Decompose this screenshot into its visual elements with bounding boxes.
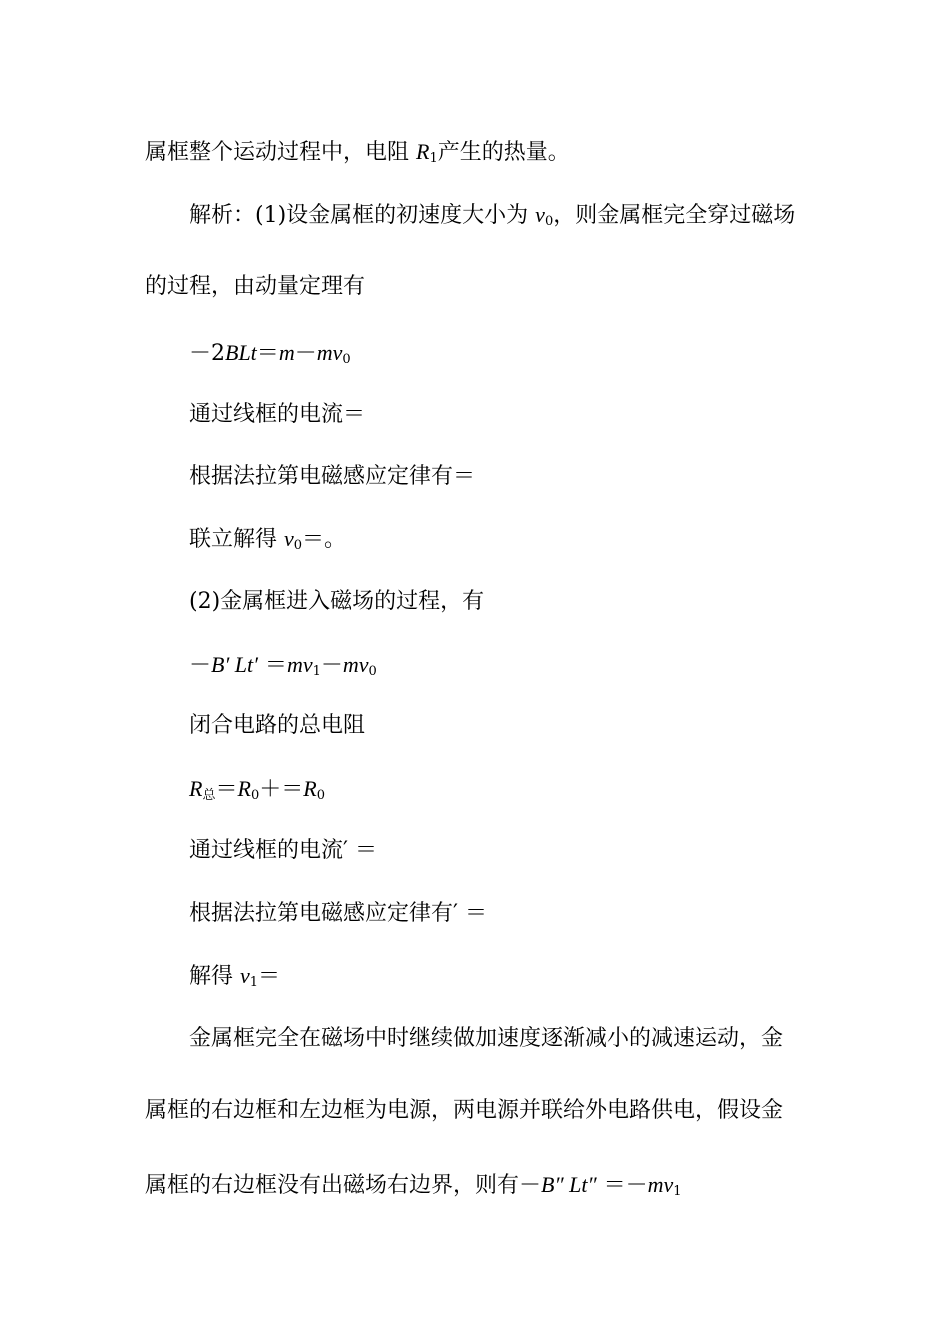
line-14-sub: 1 <box>249 975 259 990</box>
line-7-b: ＝。 <box>302 527 347 552</box>
line-9-mv0: mv <box>342 652 369 677</box>
line-17-eq: ＝－ <box>596 1173 648 1198</box>
text-line-16 <box>145 1096 783 1126</box>
text-line-10 <box>189 711 365 741</box>
line-9-sub0: 0 <box>368 664 377 679</box>
line-11-eq: ＝ <box>215 777 238 802</box>
line-8-text: (2)金属框进入磁场的过程，有 <box>189 589 485 614</box>
line-11-r0a: R <box>237 776 251 801</box>
text-line-7 <box>189 524 346 561</box>
line-11-sub0a: 0 <box>250 788 260 803</box>
line-14-b: ＝ <box>258 964 281 989</box>
line-13-text: 根据法拉第电磁感应定律有′ ＝ <box>189 901 487 926</box>
line-11-plus-eq: ＋＝ <box>259 777 304 802</box>
line-9-mv1: mv <box>286 652 313 677</box>
line-17-blt: B″ Lt″ <box>541 1172 597 1197</box>
equation-line-4 <box>189 338 351 375</box>
line-17-a: 属框的右边框没有出磁场右边界，则有－ <box>145 1173 542 1198</box>
line-9-minus: － <box>320 653 343 678</box>
text-line-1 <box>145 137 570 174</box>
line-17-sub: 1 <box>673 1184 682 1199</box>
line-4-blt: BLt <box>225 340 257 365</box>
line-9-a: － <box>189 653 212 678</box>
line-16-text: 属框的右边框和左边框为电源，两电源并联给外电路供电，假设金 <box>145 1098 784 1123</box>
text-line-17 <box>145 1170 682 1207</box>
line-1-text-b: 产生的热量。 <box>437 140 570 165</box>
line-15-text: 金属框完全在磁场中时继续做加速度逐渐减小的减速运动，金 <box>189 1026 784 1051</box>
line-12-text: 通过线框的电流′ ＝ <box>189 838 377 863</box>
line-1-var-r: R <box>416 139 430 164</box>
line-4-m: m <box>278 340 295 365</box>
line-9-sub1: 1 <box>312 664 321 679</box>
line-14-a: 解得 <box>189 964 240 989</box>
text-line-6 <box>189 462 475 492</box>
equation-line-11 <box>189 774 325 811</box>
line-11-sub-zong: 总 <box>202 788 216 803</box>
line-9-eq: ＝ <box>257 653 287 678</box>
text-line-13 <box>189 899 487 929</box>
line-14-v: v <box>240 963 250 988</box>
text-line-8 <box>189 587 484 617</box>
text-line-12 <box>189 836 377 866</box>
line-7-v: v <box>284 526 294 551</box>
text-line-2 <box>189 200 795 237</box>
line-10-text: 闭合电路的总电阻 <box>189 713 366 738</box>
line-2-text-a: 解析：(1)设金属框的初速度大小为 <box>189 203 536 228</box>
line-11-r: R <box>189 776 203 801</box>
line-1-sub: 1 <box>429 151 438 166</box>
line-3-text: 的过程，由动量定理有 <box>145 274 366 299</box>
line-2-sub: 0 <box>544 214 554 229</box>
line-2-text-b: ，则金属框完全穿过磁场 <box>553 203 796 228</box>
line-4-mv: mv <box>316 340 343 365</box>
line-4-minus: － <box>294 341 317 366</box>
line-17-mv: mv <box>647 1172 674 1197</box>
equation-line-9 <box>189 650 377 687</box>
line-4-sub: 0 <box>342 352 351 367</box>
line-11-sub0b: 0 <box>316 788 325 803</box>
text-line-3 <box>145 272 365 302</box>
line-1-text-a: 属框整个运动过程中，电阻 <box>145 140 416 165</box>
line-5-text: 通过线框的电流＝ <box>189 402 366 427</box>
line-6-text: 根据法拉第电磁感应定律有＝ <box>189 464 476 489</box>
line-9-blt: B′ Lt′ <box>211 652 258 677</box>
text-line-14 <box>189 961 280 998</box>
line-7-a: 联立解得 <box>189 527 284 552</box>
line-2-var-v: v <box>535 202 545 227</box>
line-11-r0b: R <box>303 776 317 801</box>
line-4-eq: ＝ <box>256 341 279 366</box>
text-line-5 <box>189 400 365 430</box>
line-7-sub: 0 <box>293 538 303 553</box>
text-line-15 <box>189 1024 783 1054</box>
line-4-a: －2 <box>189 341 225 366</box>
